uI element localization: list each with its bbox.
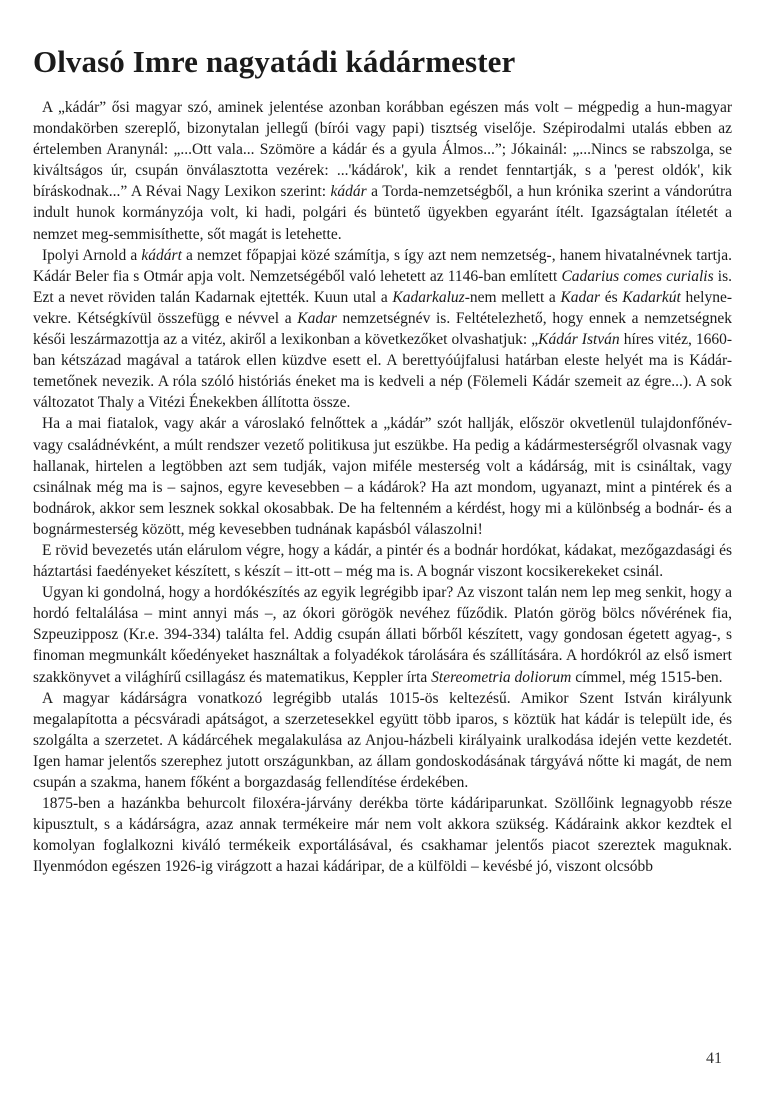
text-run: is. Ezt a nevet röviden talán Kadarnak ejtették. Kuun utal a	[33, 267, 732, 306]
italic-term: Kadarkaluz	[392, 288, 465, 306]
italic-term: Kadarkút	[622, 288, 681, 306]
page-title: Olvasó Imre nagyatádi kádármester	[33, 44, 516, 79]
text-run: A magyar kádárságra vonatkozó legrégibb utalás 1015-ös keltezésű. Amikor Szent István királyunk megalapította a pécsváradi apátságot, a szerzetesekkel együtt több iparos, s köztük hat kádár is települt ide, és szolgálta a szerzetet. A kádárcéhek megalakulása az Anjou-házbeli királyaink uralkodása idején vette kezdetét. Igen hamar jelentős szerephez jutott országunkban, az állam gondoskodásának tárgyává nőtte ki magát, de nem csupán a szakma, hanem főként a borgazdaság fellendítése érdekében.	[33, 689, 732, 791]
italic-term: Cadarius comes curialis	[561, 267, 714, 285]
text-run: Ipolyi Arnold a	[42, 246, 142, 264]
paragraph	[33, 97, 732, 245]
text-run: A „kádár” ősi magyar szó, aminek jelentése azonban korábban egészen más volt – mégpedig a hun-magyar mondakörben szereplő, bizonytalan jellegű (bírói vagy papi) tisztség viselője. Szépirodalmi utalás ebben az értelemben Aranynál: „...Ott vala... Szömöre a kádár és a gyula Álmos...”; Jókainál: „...Nincs se rabszolga, se kiváltságos úr, csupán önválasztotta vezérek: ...'kádárok', kik a rendet fenntartják, s a 'perest oldók', kik bíráskodnak...” A Révai Nagy Lexikon szerint:	[33, 99, 732, 201]
paragraph	[33, 688, 732, 793]
italic-term: Kádár István	[538, 331, 620, 349]
paragraph	[33, 413, 732, 540]
paragraph	[33, 540, 732, 582]
paragraph	[33, 245, 732, 414]
italic-term: Stereometria doliorum	[431, 668, 572, 686]
text-run: 1875-ben a hazánkba behurcolt filoxéra-járvány derékba törte kádáriparunkat. Szöllőink legnagyobb része kipusztult, s a kádárságra, azaz annak termékeire már nem volt akkora szükség. Kádáraink akkor kezdtek el komolyan foglalkozni kiváló termékeik exportálásával, és csakhamar jelentős piacot szereztek maguknak. Ilyenmódon egészen 1926-ig virágzott a hazai kádáripar, de a külföldi – kevésbé jó, viszont olcsóbb	[33, 795, 732, 876]
text-run: E rövid bevezetés után elárulom végre, hogy a kádár, a pintér és a bodnár hordókat, kádakat, mezőgazdasági és háztartási faedényeket készített, s készít – itt-ott – még ma is. A bognár viszont kocsikerekeket csinál.	[33, 541, 732, 581]
text-run: -nem mellett a	[464, 288, 561, 306]
page-number: 41	[706, 1050, 722, 1067]
text-run: a Torda-nemzetségből, a hun krónika szerint a vándorútra indult hunok kormányzója volt, ki hadi, polgári és büntető ügyekben egyaránt ítélt. Igazságtalan ítéletét a nemzet meg-semmisíthette, sőt magát is letehette.	[33, 183, 732, 243]
article-body	[33, 97, 732, 877]
text-run: a nemzet főpapjai közé számítja, s így azt nem nemzetség-, hanem hivatalnévnek tartja. Kádár Beler fia s Otmár apja volt. Nemzetségéből való lehetett az 1146-ban említett	[33, 246, 732, 285]
text-run: nemzetségnév is. Feltételezhető, hogy ennek a nemzetségnek késői leszármazottja az a vitéz, akiről a lexikonban a következőket olvashatjuk: „	[33, 309, 732, 349]
italic-term: kádár	[330, 183, 367, 201]
text-run: Ha a mai fiatalok, vagy akár a városlakó felnőttek a „kádár” szót hallják, először okvetlenül tulajdonfőnév- vagy családnévként, a múlt rendszer vezető politikusa jut eszükbe. Ha pedig a kádármesterségről olvasnak vagy hallanak, hirtelen a legtöbben azt sem tudják, vajon miféle mesterség volt a kádárság, mit is csináltak, vagy csinálnak még ma is – sajnos, egyre kevesebben – a kádárok? Ha azt mondom, ugyanazt, mint a pintérek és a bodnárok, akkor sem lesznek sokkal okosabbak. De ha feltenném a kérdést, hogy mi a különbség a bodnár- és a bognármesterség között, még kevesebben tudnának kapásból válaszolni!	[33, 415, 732, 538]
paragraph	[33, 793, 732, 877]
italic-term: Kadar	[297, 309, 337, 327]
italic-term: kádárt	[141, 246, 182, 264]
text-run: és	[600, 288, 623, 306]
paragraph	[33, 582, 732, 687]
text-run: címmel, még 1515-ben.	[571, 668, 723, 686]
text-run: híres vitéz, 1660-ban kétszázad magával a tatárok ellen küzdve esett el. A berettyóújfalusi határban eleste helyét ma is Kádár-temetőnek nevezik. A róla szóló históriás éneket ma is kedveli a nép (Fölemeli Kádár szemeit az égre...). A sok változatot Thaly a Vitézi Énekekben állította össze.	[33, 331, 733, 412]
text-run: Ugyan ki gondolná, hogy a hordókészítés az egyik legrégibb ipar? Az viszont talán nem lep meg senkit, hogy a hordó feltalálása – mint annyi más –, az ókori görögök nevéhez fűződik. Platón görög bölcs nővérének fia, Szpeuzipposz (Kr.e. 394-334) találta fel. Addig csupán állati bőrből készített, vagy gondosan égetett agyag-, s finoman megmunkált kőedényeket használtak a folyadékok tárolására és szállítására. A hordókról az első ismert szakkönyvet a világhírű csillagász és matematikus, Keppler írta	[33, 584, 732, 686]
italic-term: Kadar	[560, 288, 601, 306]
text-run: helyne-vekre. Kétségkívül összefügg e névvel a	[33, 288, 732, 327]
